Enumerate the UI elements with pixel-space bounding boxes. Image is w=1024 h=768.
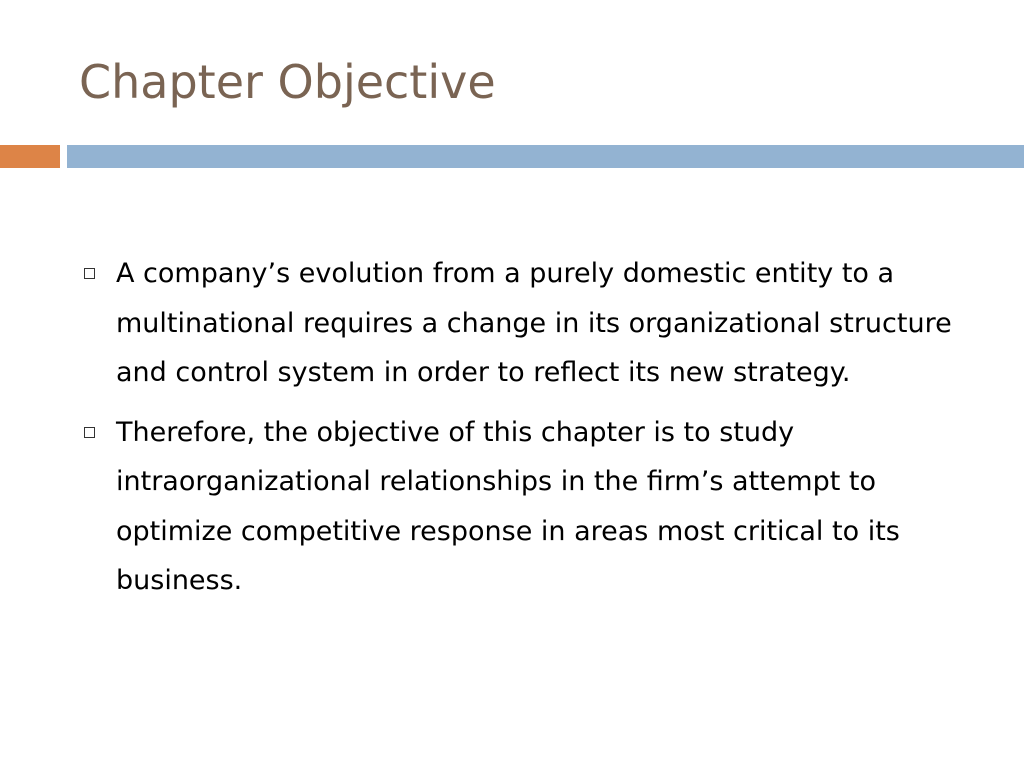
bullet-text: A company’s evolution from a purely domestic entity to a multinational requires a change in its organizational structure and control system in order to reflect its new strategy. xyxy=(116,258,952,388)
list-item xyxy=(80,249,980,398)
slide-title: Chapter Objective xyxy=(79,55,496,109)
list-item xyxy=(80,408,980,606)
bullet-list xyxy=(80,249,980,616)
square-bullet-icon xyxy=(84,268,95,279)
square-bullet-icon xyxy=(84,427,95,438)
bullet-text: Therefore, the objective of this chapter is to study intraorganizational relationships in the firm’s attempt to optimize competitive response in areas most critical to its business. xyxy=(116,416,900,596)
accent-bar-blue xyxy=(67,145,1024,168)
accent-bar-orange xyxy=(0,145,60,168)
